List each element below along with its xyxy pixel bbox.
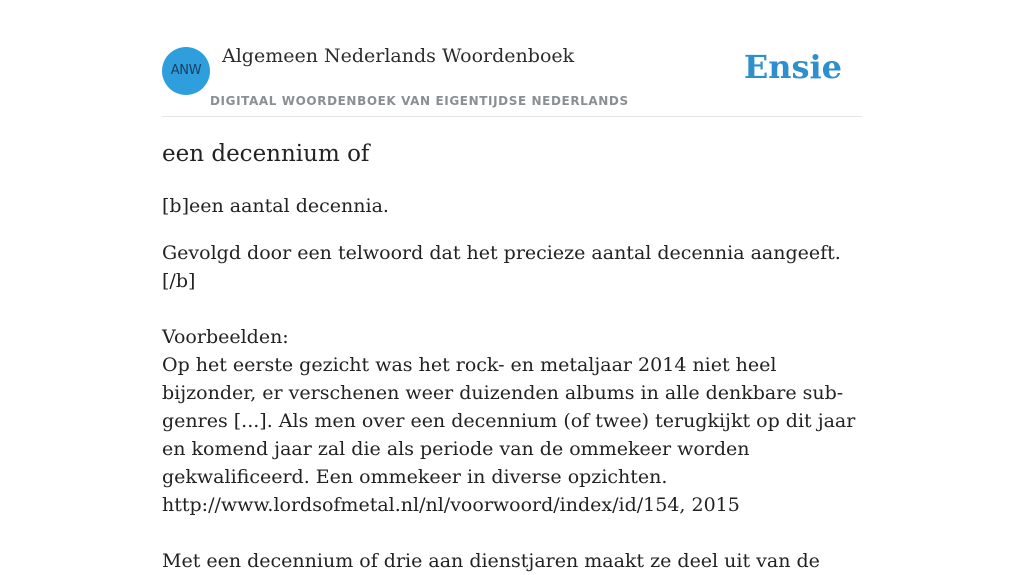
site-header [162, 0, 862, 117]
entry-title: een decennium of [162, 141, 370, 167]
entry-definition: [b]een aantal decennia. [162, 195, 389, 217]
anw-logo[interactable]: ANW [162, 47, 210, 95]
site-subtitle: DIGITAAL WOORDENBOEK VAN EIGENTIJDSE NEDERLANDS [210, 94, 629, 108]
site-title[interactable]: Algemeen Nederlands Woordenboek [222, 45, 575, 67]
entry-body: Gevolgd door een telwoord dat het precieze aantal decennia aangeeft.[/b] Voorbeelden: Op het eerste gezicht was het rock- en metaljaar 2014 niet heel bijzonder, er verschenen weer duizenden albums in alle denkbare sub-genres [...]. Als men over een decennium (of twee) terugkijkt op dit jaar en komend jaar zal die als periode van de ommekeer worden gekwalificeerd. Een ommekeer in diverse opzichten. http://www.lordsofmetal.nl/nl/voorwoord/index/id/154, 2015 Met een decennium of drie aan dienstjaren maakt ze deel uit van de [162, 242, 856, 572]
ensie-brand-logo[interactable]: Ensie [743, 48, 842, 86]
entry-content [162, 138, 872, 575]
